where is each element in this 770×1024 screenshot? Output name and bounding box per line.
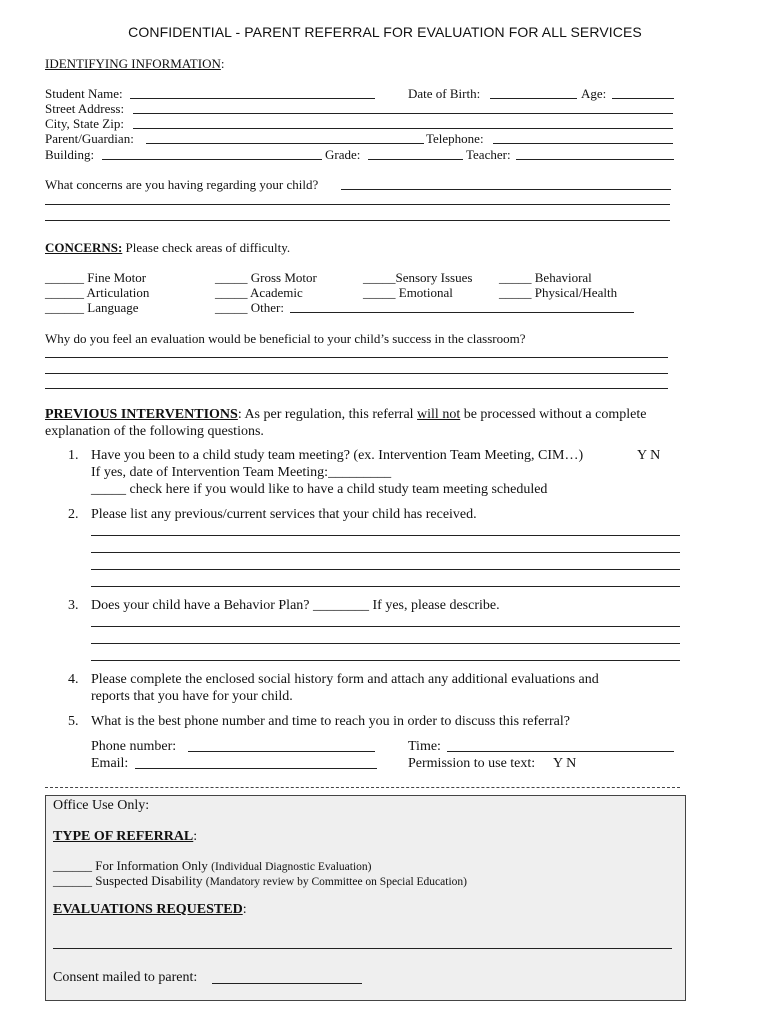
evaluations-heading: EVALUATIONS REQUESTED xyxy=(53,902,243,917)
q2-answer-line-1[interactable] xyxy=(91,535,680,536)
previous-heading: PREVIOUS INTERVENTIONS xyxy=(45,407,238,422)
parent-field[interactable] xyxy=(146,143,424,144)
concerns-answer-line-2[interactable] xyxy=(45,204,670,205)
q3-answer-line-3[interactable] xyxy=(91,660,680,661)
q1-yes-no[interactable]: Y N xyxy=(637,448,661,463)
age-label: Age: xyxy=(581,86,607,101)
previous-intro-line-1 xyxy=(45,406,646,423)
q5-text: What is the best phone number and time to reach you in order to discuss this referral? xyxy=(91,714,570,729)
dob-field[interactable] xyxy=(490,98,577,99)
building-label: Building: xyxy=(45,147,95,162)
student-name-field[interactable] xyxy=(130,98,375,99)
q1-date-row xyxy=(91,464,391,481)
why-answer-line-1[interactable] xyxy=(45,357,668,358)
why-question: Why do you feel an evaluation would be beneficial to your child’s success in the classroom? xyxy=(45,331,526,346)
evaluations-field[interactable] xyxy=(53,948,672,949)
street-label: Street Address: xyxy=(45,101,125,116)
time-field[interactable] xyxy=(447,751,674,752)
grade-field[interactable] xyxy=(368,159,463,160)
concern-emotional[interactable]: _____ Emotional xyxy=(363,285,453,300)
concerns-question: What concerns are you having regarding your child? xyxy=(45,177,319,192)
q4-text-line-1: Please complete the enclosed social history form and attach any additional evaluations and xyxy=(91,672,599,687)
why-answer-line-3[interactable] xyxy=(45,388,668,389)
q3-number: 3. xyxy=(68,598,79,613)
referral-suspected-label: Suspected Disability xyxy=(92,873,206,888)
concerns-answer-line-1[interactable] xyxy=(341,189,671,190)
consent-field[interactable] xyxy=(212,983,362,984)
q1-number: 1. xyxy=(68,448,79,463)
email-label: Email: xyxy=(91,756,129,771)
evaluations-heading-row xyxy=(53,901,247,918)
type-heading-row xyxy=(53,828,197,845)
previous-will-not: will not xyxy=(417,407,461,422)
permission-label: Permission to use text: xyxy=(408,756,536,771)
telephone-field[interactable] xyxy=(493,143,673,144)
city-label: City, State Zip: xyxy=(45,116,124,131)
concern-gross-motor[interactable]: _____ Gross Motor xyxy=(215,270,317,285)
consent-label: Consent mailed to parent: xyxy=(53,970,198,985)
email-field[interactable] xyxy=(135,768,377,769)
type-heading: TYPE OF REFERRAL xyxy=(53,829,194,844)
referral-info-blank[interactable]: ______ xyxy=(53,858,92,873)
phone-field[interactable] xyxy=(188,751,375,752)
previous-intro-line-2: explanation of the following questions. xyxy=(45,424,264,439)
parent-label: Parent/Guardian: xyxy=(45,131,134,146)
referral-info-note: (Individual Diagnostic Evaluation) xyxy=(211,861,372,873)
office-divider xyxy=(45,787,680,788)
building-field[interactable] xyxy=(102,159,322,160)
concern-other[interactable]: _____ Other: xyxy=(215,300,284,315)
q1-text: Have you been to a child study team meeting? (ex. Intervention Team Meeting, CIM…) xyxy=(91,448,584,463)
previous-intro-a: : As per regulation, this referral xyxy=(237,407,418,422)
referral-suspected[interactable] xyxy=(53,873,467,890)
permission-yes-no[interactable]: Y N xyxy=(553,756,577,771)
grade-label: Grade: xyxy=(325,147,361,162)
q4-number: 4. xyxy=(68,672,79,687)
q2-answer-line-3[interactable] xyxy=(91,569,680,570)
page-title: CONFIDENTIAL - PARENT REFERRAL FOR EVALUATION FOR ALL SERVICES xyxy=(128,24,642,40)
q3-answer-line-2[interactable] xyxy=(91,643,680,644)
referral-info-label: For Information Only xyxy=(92,858,212,873)
concerns-instruction: Please check areas of difficulty. xyxy=(125,240,291,255)
q3-text: Does your child have a Behavior Plan? ________ If yes, please describe. xyxy=(91,598,500,613)
time-label: Time: xyxy=(408,739,441,754)
dob-label: Date of Birth: xyxy=(408,86,481,101)
concern-sensory[interactable]: _____Sensory Issues xyxy=(363,270,473,285)
identifying-heading xyxy=(45,56,224,71)
concern-physical-health[interactable]: _____ Physical/Health xyxy=(499,285,618,300)
q2-answer-line-4[interactable] xyxy=(91,586,680,587)
q1-date-field[interactable]: _________ xyxy=(328,465,392,480)
q2-number: 2. xyxy=(68,507,79,522)
identifying-heading-text: IDENTIFYING INFORMATION xyxy=(45,56,221,71)
city-field[interactable] xyxy=(133,128,673,129)
teacher-label: Teacher: xyxy=(466,147,511,162)
previous-intro-b: be processed without a complete xyxy=(460,407,647,422)
referral-suspected-blank[interactable]: ______ xyxy=(53,873,92,888)
concern-academic[interactable]: _____ Academic xyxy=(215,285,303,300)
q1-schedule-check[interactable]: _____ check here if you would like to have a child study team meeting scheduled xyxy=(91,482,548,497)
q2-text: Please list any previous/current services that your child has received. xyxy=(91,507,477,522)
identifying-heading-colon: : xyxy=(220,56,225,71)
concern-fine-motor[interactable]: ______ Fine Motor xyxy=(45,270,147,285)
q2-answer-line-2[interactable] xyxy=(91,552,680,553)
referral-suspected-note: (Mandatory review by Committee on Special Education) xyxy=(205,876,467,888)
age-field[interactable] xyxy=(612,98,674,99)
teacher-field[interactable] xyxy=(516,159,674,160)
concerns-answer-line-3[interactable] xyxy=(45,220,670,221)
student-name-label: Student Name: xyxy=(45,86,123,101)
concern-behavioral[interactable]: _____ Behavioral xyxy=(499,270,592,285)
concern-articulation[interactable]: ______ Articulation xyxy=(45,285,150,300)
telephone-label: Telephone: xyxy=(426,131,484,146)
street-field[interactable] xyxy=(133,113,673,114)
phone-label: Phone number: xyxy=(91,739,177,754)
type-heading-colon: : xyxy=(193,829,198,844)
q4-text-line-2: reports that you have for your child. xyxy=(91,689,293,704)
concern-language[interactable]: ______ Language xyxy=(45,300,139,315)
q3-answer-line-1[interactable] xyxy=(91,626,680,627)
office-title: Office Use Only: xyxy=(53,798,150,813)
concerns-heading-row xyxy=(45,240,290,255)
evaluations-heading-colon: : xyxy=(242,902,247,917)
concerns-heading: CONCERNS: xyxy=(45,240,123,255)
q1-date-label: If yes, date of Intervention Team Meeting: xyxy=(91,465,329,480)
why-answer-line-2[interactable] xyxy=(45,373,668,374)
q5-number: 5. xyxy=(68,714,79,729)
concern-other-field[interactable] xyxy=(290,312,634,313)
